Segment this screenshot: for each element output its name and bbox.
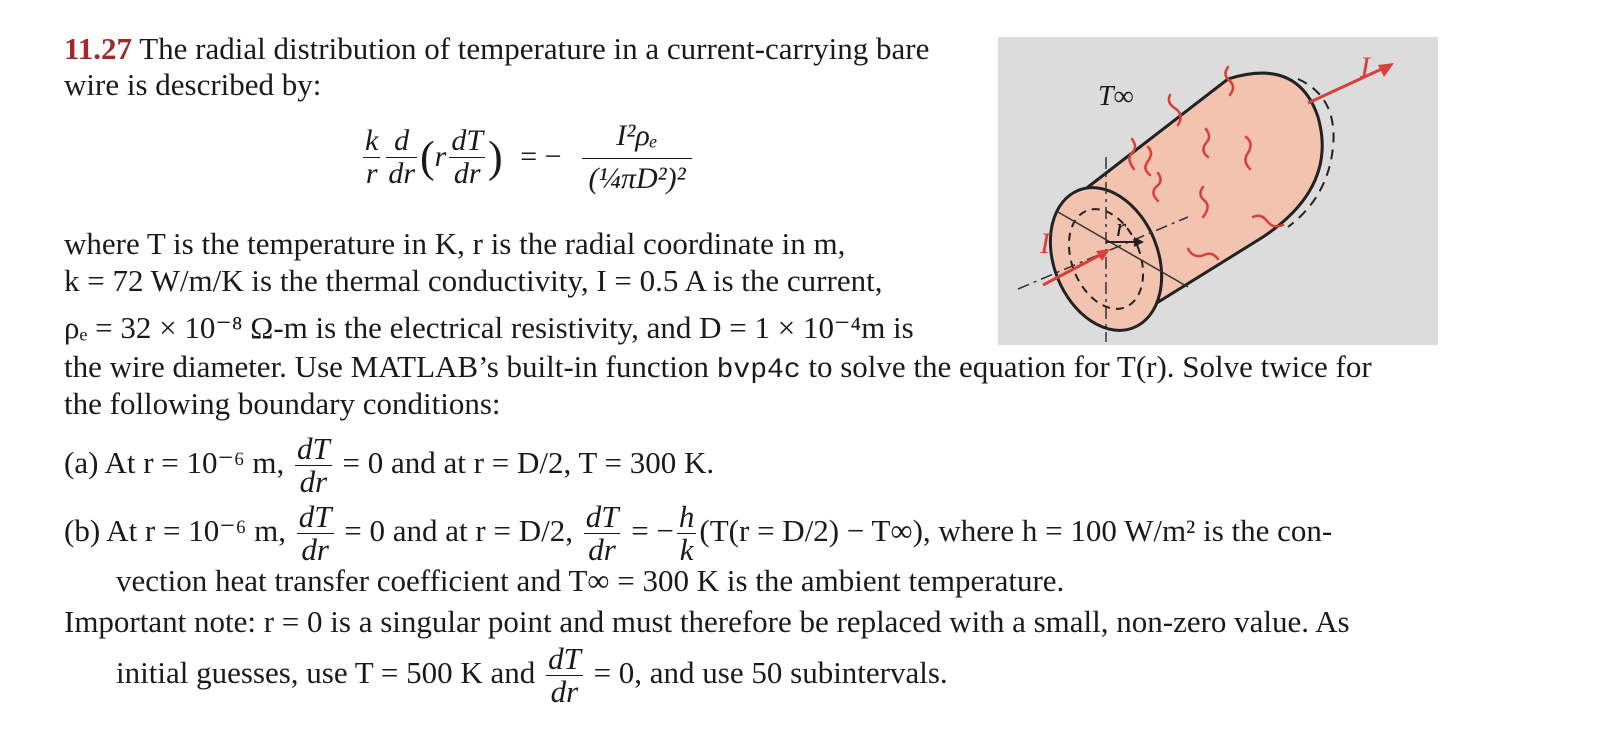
body-line-1: where T is the temperature in K, r is the radial coordinate in m,: [64, 226, 846, 261]
governing-equation: $\frac{k}{r}$ $\frac{d}{dr}$ (r $\frac{dT}{dr}$ ) = − $\frac{\text{I²ρₑ}}{\text{(¼πD²)²}}$: [360, 120, 695, 194]
part-a-frac-den: dr: [299, 464, 328, 500]
eq-rhs-den: (¼πD²)²: [588, 161, 686, 195]
body-line-4: [64, 349, 1372, 389]
part-b-frac-2: [584, 498, 621, 568]
eq-r: r: [365, 156, 378, 190]
part-b-mid: = 0 and at r = D/2,: [336, 513, 581, 548]
label-current-top: I: [1360, 51, 1370, 84]
note-line-2-post: = 0, and use 50 subintervals.: [585, 655, 948, 690]
part-a-pre: (a) At r = 10⁻⁶ m,: [64, 445, 293, 480]
body-line-4a: the wire diameter. Use MATLAB’s built-in function: [64, 349, 717, 384]
part-b-continuation: vection heat transfer coefficient and T∞ = 300 K is the ambient temperature.: [116, 563, 1065, 598]
eq-sign: = −: [520, 140, 562, 173]
eq-d: d: [386, 125, 417, 158]
part-a-frac: [295, 430, 332, 500]
note-line-1: Important note: r = 0 is a singular point and must therefore be replaced with a small, non-zero value. As: [64, 604, 1350, 639]
part-b-frac-1-num: dT: [298, 498, 332, 534]
note-line-2: [116, 642, 948, 709]
label-current-left: I: [1040, 227, 1050, 260]
body-line-3: ρₑ = 32 × 10⁻⁸ Ω-m is the electrical resistivity, and D = 1 × 10⁻⁴m is: [64, 310, 914, 345]
code-bvp4c: bvp4c: [716, 355, 801, 386]
part-b-frac-3: [677, 498, 697, 568]
intro-text-1: The radial distribution of temperature in a current-carrying bare: [132, 31, 930, 66]
body-line-2: k = 72 W/m/K is the thermal conductivity, I = 0.5 A is the current,: [64, 263, 883, 298]
wire-diagram: [998, 37, 1438, 345]
eq-dT: dT: [451, 124, 484, 157]
intro-line-1: [64, 31, 929, 67]
current-arrow-out: [1308, 67, 1386, 103]
part-b-eq: = −: [623, 513, 674, 548]
eq-frac-d-dr: [386, 125, 417, 189]
part-b-frac-1: [297, 498, 334, 568]
part-b-frac-3-num: h: [678, 498, 695, 534]
part-a-frac-num: dT: [297, 430, 330, 466]
part-b-post: (T(r = D/2) − T∞), where h = 100 W/m² is the con-: [699, 513, 1333, 548]
part-b-pre: (b) At r = 10⁻⁶ m,: [64, 513, 294, 548]
problem-number: 11.27: [64, 31, 133, 66]
note-frac-num: dT: [548, 640, 581, 676]
eq-rhs-num: I²ρₑ: [582, 120, 692, 159]
eq-rhs-fraction: [582, 120, 692, 194]
part-b-frac-1-den: dr: [301, 532, 329, 568]
body-line-5: the following boundary conditions:: [64, 386, 501, 421]
note-frac: [546, 640, 583, 710]
part-b-frac-2-den: dr: [588, 532, 616, 568]
part-a-post: = 0 and at r = D/2, T = 300 K.: [334, 445, 715, 480]
eq-k: k: [365, 124, 379, 157]
note-frac-den: dr: [550, 674, 579, 710]
body-line-4b: to solve the equation for T(r). Solve twice for: [800, 349, 1372, 384]
wire-figure: [998, 37, 1438, 345]
part-b-frac-3-den: k: [679, 532, 694, 568]
eq-dr-2: dr: [453, 156, 481, 190]
eq-dr: dr: [388, 156, 416, 190]
label-radius: r: [1116, 213, 1127, 242]
label-t-infinity: T∞: [1098, 81, 1134, 112]
part-b-frac-2-num: dT: [585, 498, 619, 534]
eq-frac-dT-dr: [449, 125, 485, 189]
part-a: [64, 432, 714, 499]
note-line-2-pre: initial guesses, use T = 500 K and: [116, 655, 544, 690]
part-b: [64, 500, 1332, 567]
eq-frac-k-r: [363, 125, 380, 189]
intro-line-2: wire is described by:: [64, 67, 322, 102]
